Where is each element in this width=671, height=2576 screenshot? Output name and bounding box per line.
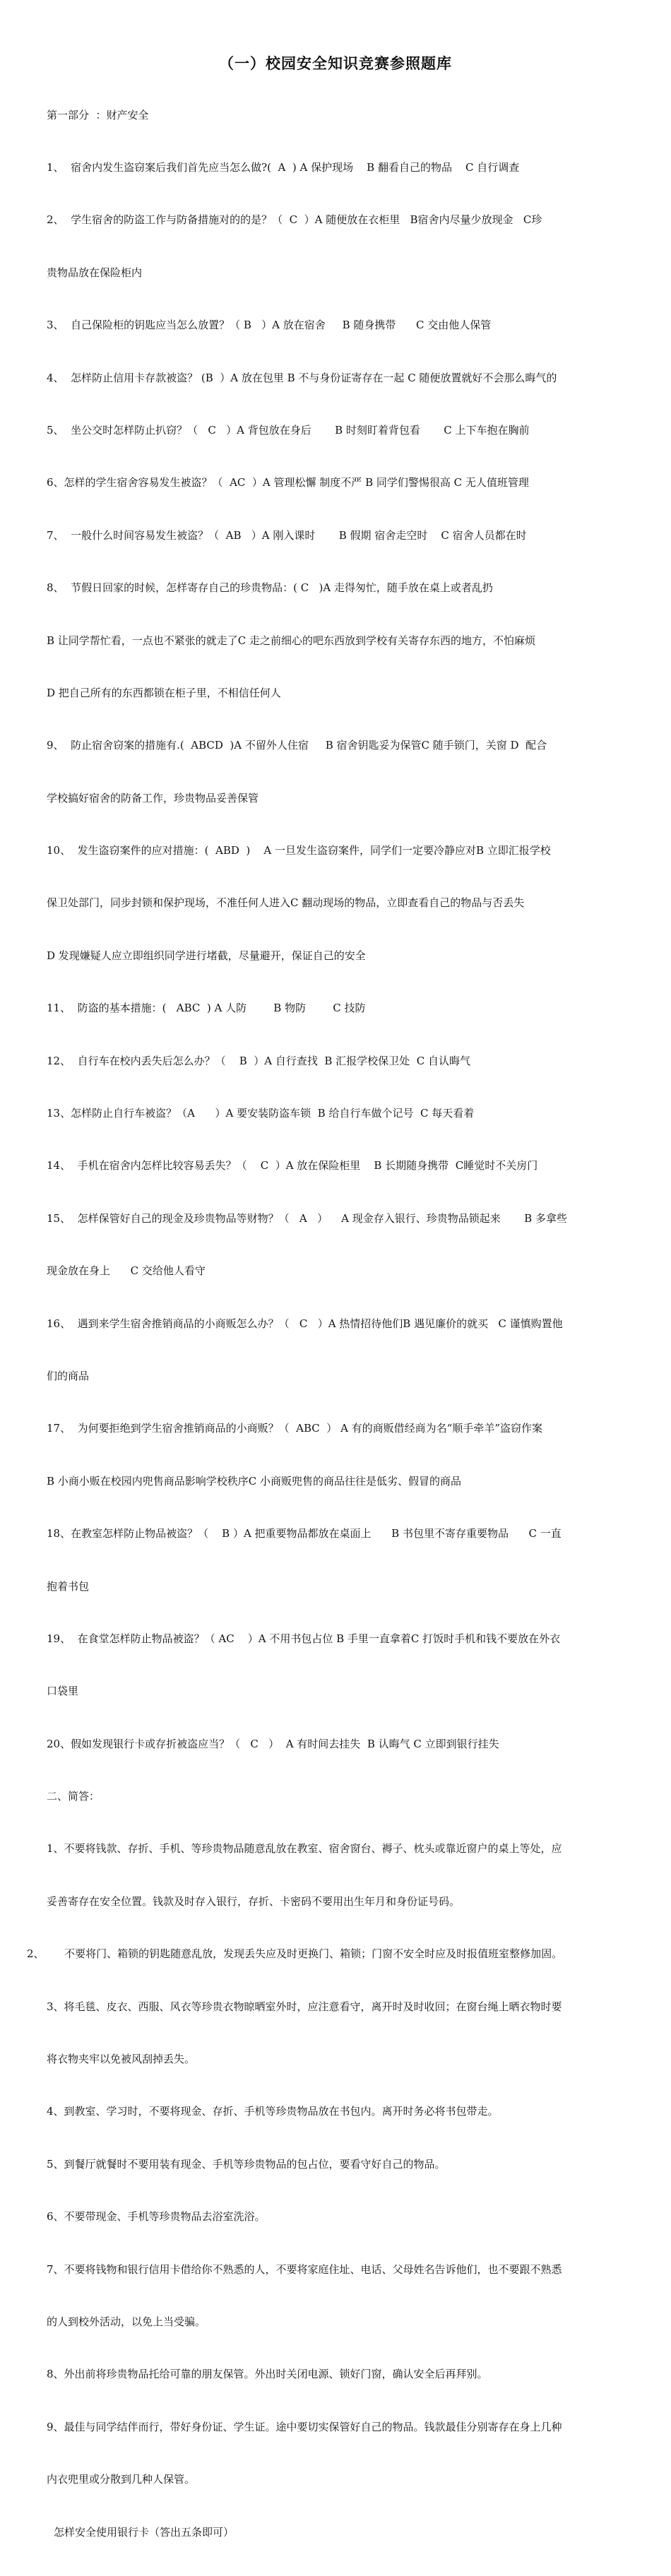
text-line: 8、 节假日回家的时候，怎样寄存自己的珍贵物品：( C )A 走得匆忙，随手放在桌上或者乱扔 [47,581,493,595]
text-line: 7、不要将钱物和银行信用卡借给你不熟悉的人，不要将家庭住址、电话、父母姓名告诉他们，也不要跟不熟悉 [47,2262,562,2276]
text-line: 1、 宿舍内发生盗窃案后我们首先应当怎么做?( A ) A 保护现场 B 翻看自己的物品 C 自行调查 [47,160,520,174]
text-line: 19、 在食堂怎样防止物品被盗？（ AC ）A 不用书包占位 B 手里一直拿着C 打饭时手机和钱不要放在外衣 [47,1632,561,1645]
text-line: 8、外出前将珍贵物品托给可靠的朋友保管。外出时关闭电源、锁好门窗，确认安全后再拜别。 [47,2368,488,2381]
text-line: 3、 自己保险柜的钥匙应当怎么放置？（ B ）A 放在宿舍 B 随身携带 C 交由他人保管 [47,319,492,332]
text-line: 13、怎样防止自行车被盗？（A ）A 要安装防盗车锁 B 给自行车做个记号 C 每天看着 [47,1107,475,1120]
text-line: 17、 为何要拒绝到学生宿舍推销商品的小商贩？（ ABC ） A 有的商贩借经商为名“顺手牵羊”盗窃作案 [47,1422,543,1435]
text-line: 5、 坐公交时怎样防止扒窃？（ C ）A 背包放在身后 B 时刻盯着背包看 C 上下车抱在胸前 [47,423,530,437]
text-line: 4、 怎样防止信用卡存款被盗？ (B ）A 放在包里 B 不与身份证寄存在一起 C 随便放置就好不会那么晦气的 [47,371,557,384]
text-line: 保卫处部门，同步封锁和保护现场，不准任何人进入C 翻动现场的物品，立即查看自己的物品与否丢失 [47,896,525,910]
text-line: 6、不要带现金、手机等珍贵物品去浴室洗浴。 [47,2210,266,2224]
text-line: 7、 一般什么时间容易发生被盗？（ AB ）A 刚入课时 B 假期 宿舍走空时 C 宿舍人员都在时 [47,528,527,542]
text-line: 4、到教室、学习时，不要将现金、存折、手机等珍贵物品放在书包内。离开时务必将书包带走。 [47,2105,499,2118]
text-line: 2、 不要将门、箱锁的钥匙随意乱放，发现丢失应及时更换门、箱锁；门窗不安全时应及时报值班室整修加固。 [27,1947,563,1961]
text-line: D 把自己所有的东西都锁在柜子里，不相信任何人 [47,686,281,699]
text-line: 的人到校外活动，以免上当受骗。 [47,2315,206,2328]
text-line: 妥善寄存在安全位置。钱款及时存入银行，存折、卡密码不要用出生年月和身份证号码。 [47,1894,461,1908]
text-line: 11、 防盗的基本措施：( ABC ) A 人防 B 物防 C 技防 [47,1002,366,1015]
text-line: B 让同学帮忙看，一点也不紧张的就走了C 走之前细心的吧东西放到学校有关寄存东西的地方，不怕麻烦 [47,634,536,647]
section-heading: 二、简答： [47,1790,100,1803]
text-line: 9、 防止宿舍窃案的措施有.( ABCD )A 不留外人住宿 B 宿舍钥匙妥为保管C 随手锁门，关窗 D 配合 [47,739,547,752]
text-line: D 发现嫌疑人应立即组织同学进行堵截，尽量避开，保证自己的安全 [47,949,366,962]
text-line: 学校搞好宿舍的防备工作，珍贵物品妥善保管 [47,791,259,805]
text-line: 12、 自行车在校内丢失后怎么办？（ B ）A 自行查找 B 汇报学校保卫处 C 自认晦气 [47,1054,470,1067]
text-line: 10、 发生盗窃案件的应对措施：( ABD ) A 一旦发生盗窃案件，同学们一定要冷静应对B 立即汇报学校 [47,844,551,857]
text-line: 2、 学生宿舍的防盗工作与防备措施对的的是？（ C ）A 随便放在衣柜里 B宿舍内尽量少放现金 C珍 [47,213,542,227]
text-line: 1、不要将钱款、存折、手机、等珍贵物品随意乱放在教室、宿舍窗台、褥子、枕头或靠近窗户的桌上等处，应 [47,1842,562,1856]
text-line: 将衣物夹牢以免被风刮掉丢失。 [47,2053,196,2066]
text-line: B 小商小贩在校园内兜售商品影响学校秩序C 小商贩兜售的商品往往是低劣、假冒的商品 [47,1474,462,1488]
text-line: 20、假如发现银行卡或存折被盗应当？（ C ） A 有时间去挂失 B 认晦气 C 立即到银行挂失 [47,1737,499,1750]
text-line: 口袋里 [47,1685,79,1698]
document-body [27,71,626,2576]
section-heading: 第一部分 ：财产安全 [47,108,149,121]
text-line: 现金放在身上 C 交给他人看守 [47,1264,206,1278]
text-line: 16、 遇到来学生宿舍推销商品的小商贩怎么办？（ C ）A 热情招待他们B 遇见廉价的就买 C 谨慎购置他 [47,1317,563,1330]
text-line: 贵物品放在保险柜内 [47,266,143,279]
text-line: 15、 怎样保管好自己的现金及珍贵物品等财物？（ A ） A 现金存入银行、珍贵物品锁起来 B 多拿些 [47,1211,567,1225]
text-line: 14、 手机在宿舍内怎样比较容易丢失？（ C ）A 放在保险柜里 B 长期随身携带 C睡觉时不关房门 [47,1159,538,1173]
text-line: 9、最佳与同学结伴而行，带好身份证、学生证。途中要切实保管好自己的物品。钱款最佳分别寄存在身上几种 [47,2420,562,2433]
page-title: （一）校园安全知识竞赛参照题库 [219,55,452,72]
text-line: 们的商品 [47,1369,90,1382]
text-line: 抱着书包 [47,1579,90,1593]
text-line: 5、到餐厅就餐时不要用装有现金、手机等珍贵物品的包占位，要看守好自己的物品。 [47,2157,446,2171]
section-heading: 怎样安全使用银行卡（答出五条即可） [54,2525,234,2539]
text-line: 内衣兜里或分散到几种人保管。 [47,2473,196,2486]
text-line: 18、在教室怎样防止物品被盗？（ B ）A 把重要物品都放在桌面上 B 书包里不寄存重要物品 C 一直 [47,1527,562,1541]
text-line: 6、怎样的学生宿舍容易发生被盗？（ AC ）A 管理松懈 制度不严 B 同学们警惕很高 C 无人值班管理 [47,476,529,489]
text-line: 3、将毛毯、皮衣、西服、风衣等珍贵衣物晾晒室外时，应注意看守，离开时及时收回；在窗台绳上晒衣物时要 [47,2000,562,2013]
